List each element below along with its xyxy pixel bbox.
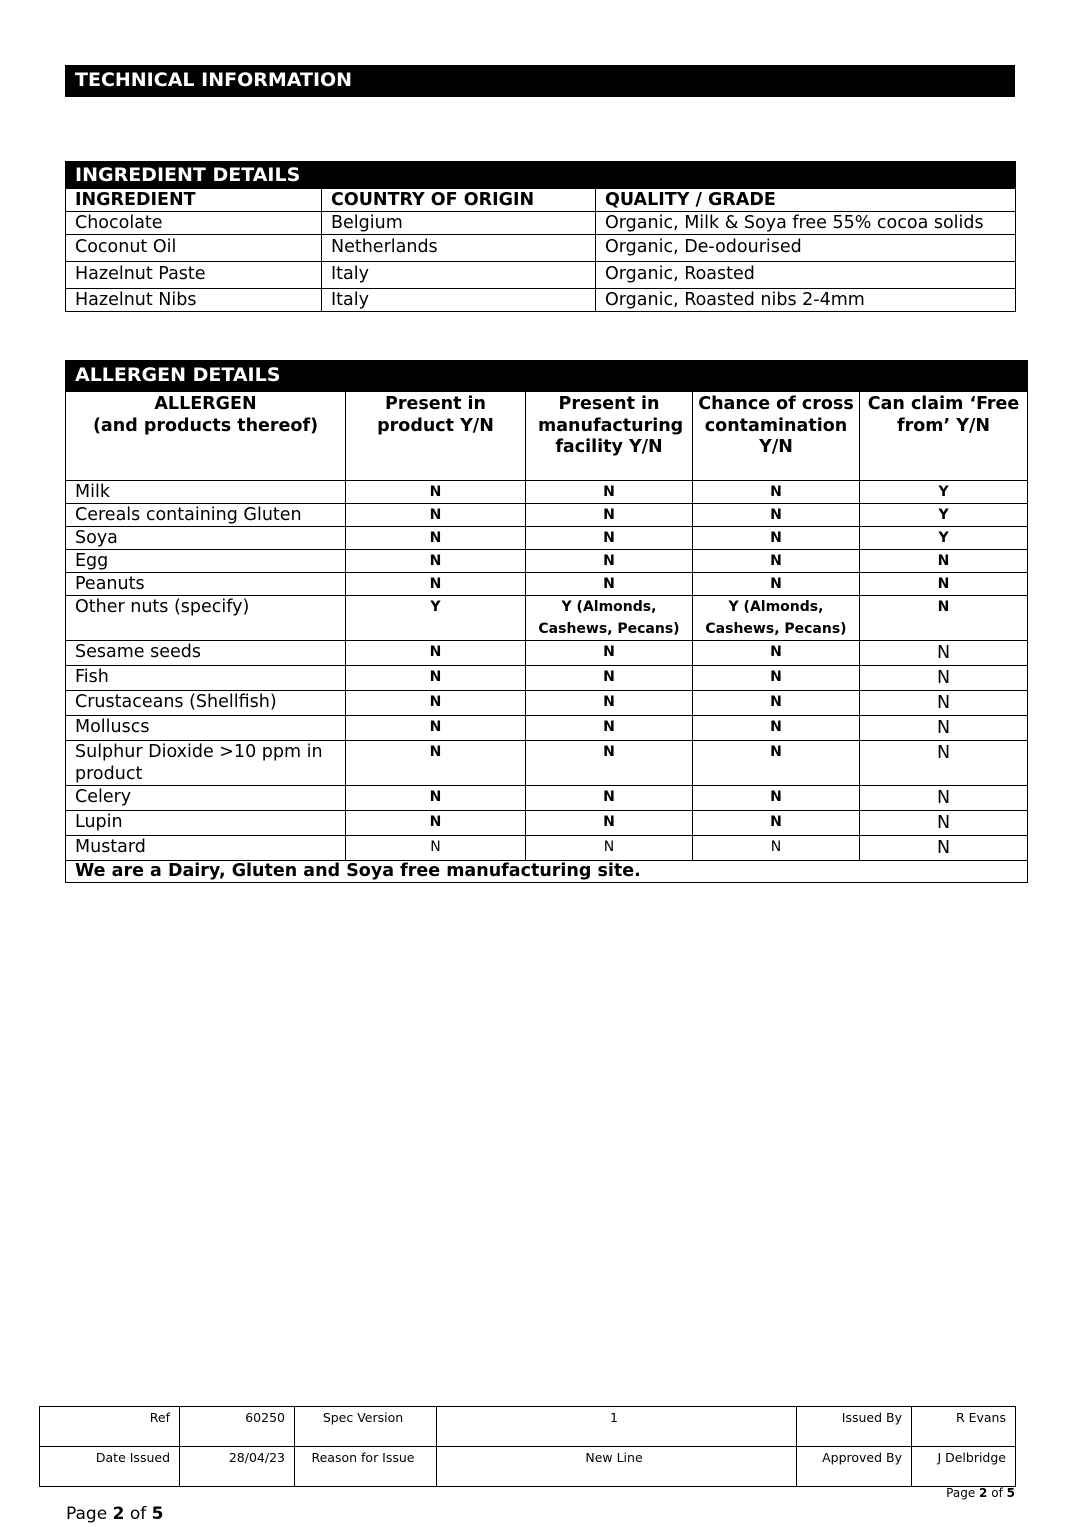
present-in-product: Y: [346, 596, 526, 641]
present-in-facility: N: [526, 641, 693, 666]
allergen-name: Other nuts (specify): [66, 596, 346, 641]
table-row: [66, 786, 1028, 811]
cross-contamination: N: [693, 691, 860, 716]
ingredient-country: Italy: [322, 289, 596, 312]
free-from-claim: N: [860, 741, 1028, 786]
table-row: [66, 481, 1028, 504]
table-row: [66, 596, 1028, 641]
header-ingredient: INGREDIENT: [66, 189, 322, 212]
table-row: [66, 666, 1028, 691]
present-in-product: N: [346, 741, 526, 786]
allergen-name: Molluscs: [66, 716, 346, 741]
present-in-facility: N: [526, 741, 693, 786]
allergen-name: Mustard: [66, 836, 346, 861]
allergen-name: Sesame seeds: [66, 641, 346, 666]
allergen-name: Fish: [66, 666, 346, 691]
page-number: Page 2 of 5: [66, 1504, 164, 1524]
present-in-product: N: [346, 504, 526, 527]
header-quality: QUALITY / GRADE: [596, 189, 1016, 212]
allergen-name: Egg: [66, 550, 346, 573]
present-in-facility: N: [526, 573, 693, 596]
allergen-name: Soya: [66, 527, 346, 550]
present-in-facility: N: [526, 504, 693, 527]
present-in-facility: N: [526, 481, 693, 504]
present-in-product: N: [346, 836, 526, 861]
free-from-claim: N: [860, 596, 1028, 641]
present-in-product: N: [346, 716, 526, 741]
cross-contamination: N: [693, 811, 860, 836]
present-in-facility: N: [526, 811, 693, 836]
table-row: [66, 836, 1028, 861]
ref-label: Ref: [40, 1407, 180, 1447]
present-in-product: N: [346, 786, 526, 811]
allergen-name: Peanuts: [66, 573, 346, 596]
cross-contamination: N: [693, 527, 860, 550]
ingredient-country: Netherlands: [322, 235, 596, 262]
page-number-small: Page 2 of 5: [946, 1486, 1015, 1500]
free-from-claim: Y: [860, 504, 1028, 527]
header-country: COUNTRY OF ORIGIN: [322, 189, 596, 212]
spec-version-label: Spec Version: [295, 1407, 437, 1447]
issued-by-label: Issued By: [797, 1407, 912, 1447]
date-issued-label: Date Issued: [40, 1447, 180, 1487]
date-issued-value: 28/04/23: [180, 1447, 295, 1487]
table-row: [66, 741, 1028, 786]
present-in-product: N: [346, 527, 526, 550]
free-from-claim: N: [860, 641, 1028, 666]
section-title: TECHNICAL INFORMATION: [65, 65, 1015, 97]
free-from-claim: N: [860, 550, 1028, 573]
present-in-product: N: [346, 550, 526, 573]
table-row: [66, 235, 1016, 262]
free-from-claim: N: [860, 786, 1028, 811]
header-present-product: Present in product Y/N: [346, 392, 526, 481]
present-in-product: N: [346, 691, 526, 716]
allergen-name: Celery: [66, 786, 346, 811]
present-in-facility: N: [526, 691, 693, 716]
ingredient-quality: Organic, De-odourised: [596, 235, 1016, 262]
allergen-name: Milk: [66, 481, 346, 504]
ingredient-country: Italy: [322, 262, 596, 289]
free-from-claim: N: [860, 811, 1028, 836]
ingredient-country: Belgium: [322, 212, 596, 235]
free-from-claim: Y: [860, 481, 1028, 504]
table-row: [66, 262, 1016, 289]
cross-contamination: N: [693, 716, 860, 741]
present-in-product: N: [346, 481, 526, 504]
header-allergen-line2: (and products thereof): [92, 415, 319, 436]
free-from-claim: N: [860, 666, 1028, 691]
allergen-name: Sulphur Dioxide >10 ppm in product: [66, 741, 346, 786]
table-row: [66, 289, 1016, 312]
header-allergen-line1: ALLERGEN: [154, 394, 257, 414]
allergen-name: Cereals containing Gluten: [66, 504, 346, 527]
reason-label: Reason for Issue: [295, 1447, 437, 1487]
present-in-facility: N: [526, 527, 693, 550]
table-row: [66, 641, 1028, 666]
ingredient-name: Hazelnut Nibs: [66, 289, 322, 312]
table-row: [66, 811, 1028, 836]
table-row: [66, 504, 1028, 527]
header-free-from: Can claim ‘Free from’ Y/N: [860, 392, 1028, 481]
cross-contamination: Y (Almonds, Cashews, Pecans): [693, 596, 860, 641]
cross-contamination: N: [693, 504, 860, 527]
allergen-table: [65, 360, 1028, 883]
cross-contamination: N: [693, 550, 860, 573]
ingredient-table: [65, 161, 1016, 312]
present-in-facility: N: [526, 666, 693, 691]
cross-contamination: N: [693, 573, 860, 596]
allergen-details-title: ALLERGEN DETAILS: [66, 361, 1028, 392]
cross-contamination: N: [693, 666, 860, 691]
cross-contamination: N: [693, 836, 860, 861]
allergen-footer-note: We are a Dairy, Gluten and Soya free manufacturing site.: [66, 861, 1028, 883]
table-row: [66, 573, 1028, 596]
present-in-facility: N: [526, 716, 693, 741]
approved-by-value: J Delbridge: [912, 1447, 1016, 1487]
ref-value: 60250: [180, 1407, 295, 1447]
present-in-facility: Y (Almonds, Cashews, Pecans): [526, 596, 693, 641]
approved-by-label: Approved By: [797, 1447, 912, 1487]
ingredient-quality: Organic, Milk & Soya free 55% cocoa solids: [596, 212, 1016, 235]
ingredient-name: Hazelnut Paste: [66, 262, 322, 289]
table-row: [66, 527, 1028, 550]
present-in-facility: N: [526, 786, 693, 811]
ingredient-name: Chocolate: [66, 212, 322, 235]
free-from-claim: N: [860, 836, 1028, 861]
cross-contamination: N: [693, 641, 860, 666]
ingredient-quality: Organic, Roasted nibs 2-4mm: [596, 289, 1016, 312]
header-present-facility: Present in manufacturing facility Y/N: [526, 392, 693, 481]
table-row: [66, 691, 1028, 716]
cross-contamination: N: [693, 741, 860, 786]
present-in-product: N: [346, 641, 526, 666]
allergen-name: Lupin: [66, 811, 346, 836]
ingredient-name: Coconut Oil: [66, 235, 322, 262]
present-in-product: N: [346, 666, 526, 691]
present-in-product: N: [346, 573, 526, 596]
issued-by-value: R Evans: [912, 1407, 1016, 1447]
reason-value: New Line: [437, 1447, 797, 1487]
table-row: [66, 716, 1028, 741]
header-allergen: [66, 392, 346, 481]
present-in-facility: N: [526, 550, 693, 573]
document-footer: [39, 1406, 1016, 1487]
free-from-claim: N: [860, 573, 1028, 596]
header-cross-contamination: Chance of cross contamination Y/N: [693, 392, 860, 481]
ingredient-details-title: INGREDIENT DETAILS: [66, 162, 1016, 189]
table-row: [66, 212, 1016, 235]
cross-contamination: N: [693, 786, 860, 811]
ingredient-quality: Organic, Roasted: [596, 262, 1016, 289]
present-in-facility: N: [526, 836, 693, 861]
free-from-claim: Y: [860, 527, 1028, 550]
present-in-product: N: [346, 811, 526, 836]
allergen-name: Crustaceans (Shellfish): [66, 691, 346, 716]
spec-version-value: 1: [437, 1407, 797, 1447]
cross-contamination: N: [693, 481, 860, 504]
free-from-claim: N: [860, 691, 1028, 716]
free-from-claim: N: [860, 716, 1028, 741]
table-row: [66, 550, 1028, 573]
